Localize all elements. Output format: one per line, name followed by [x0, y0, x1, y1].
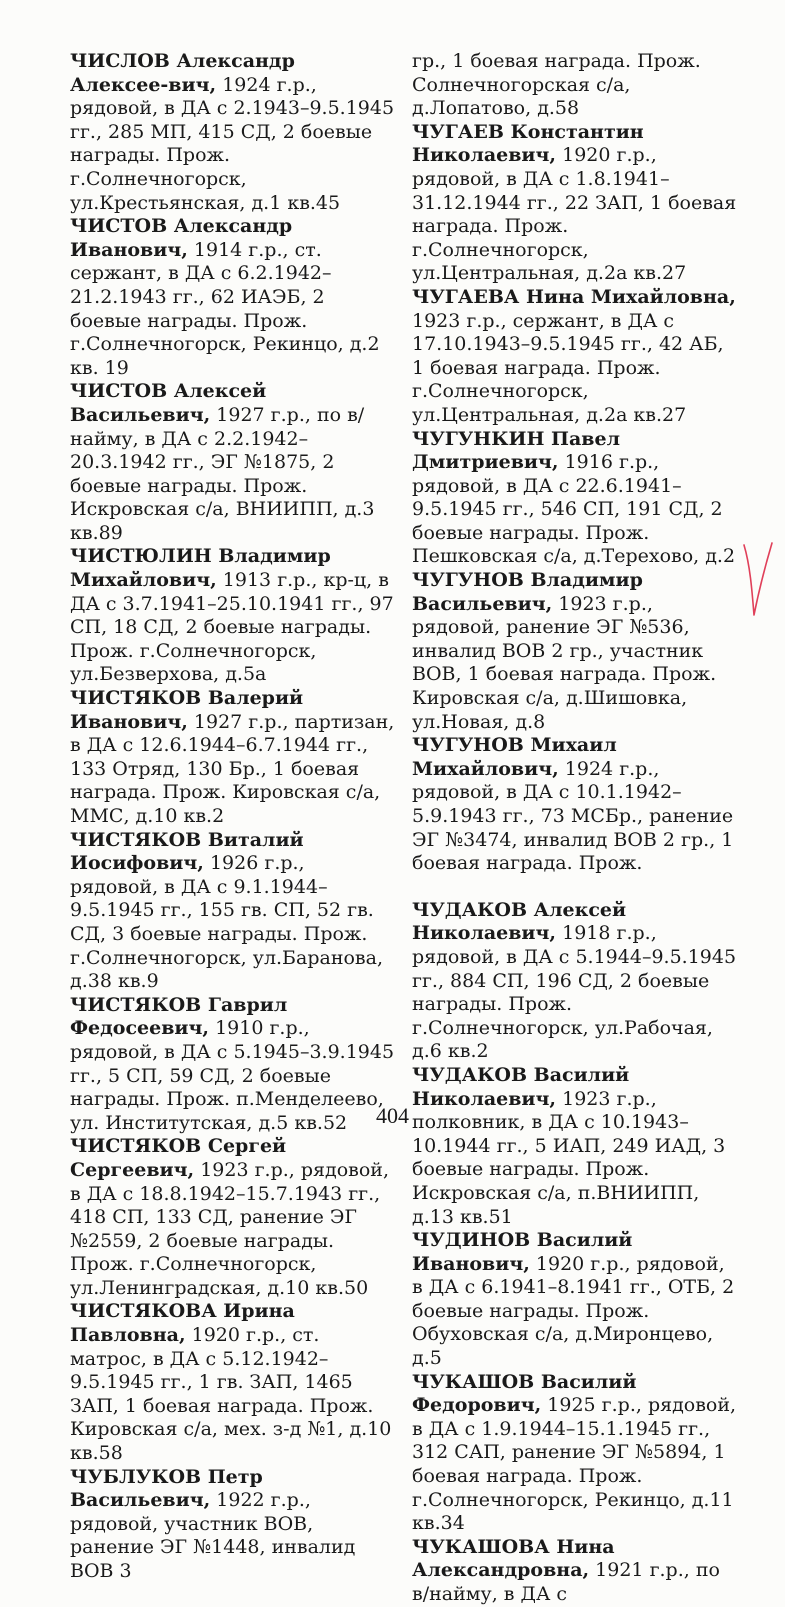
entry-chugunov-mikhail: ЧУГУНОВ Михаил Михайлович, 1924 г.р., рядовой, в ДА с 10.1.1942–5.9.1943 гг., 73 МСБр., ранение ЭГ №3474, инвалид ВОВ 2 гр., 1 боевая награда. Прож.	[412, 734, 734, 875]
document-page	[70, 50, 745, 1605]
entry-chukashova: ЧУКАШОВА Нина Александровна, 1921 г.р., по в/найму, в ДА с	[412, 1535, 720, 1605]
entry-chistyakov-valeriy: ЧИСТЯКОВ Валерий Иванович, 1927 г.р., партизан, в ДА с 12.6.1944–6.7.1944 гг., 133 Отряд, 130 Бр., 1 боевая награда. Прож. Кировская с/а, ММС, д.10 кв.2	[70, 687, 395, 827]
entry-continuation: гр., 1 боевая награда. Прож. Солнечногорская с/а, д.Лопатово, д.58	[412, 50, 701, 120]
entry-chublukov: ЧУБЛУКОВ Петр Васильевич, 1922 г.р., рядовой, участник ВОВ, ранение ЭГ №1448, инвалид ВОВ 3	[70, 1465, 356, 1582]
right-column	[412, 50, 737, 1607]
entry-chudakov-vasiliy: ЧУДАКОВ Василий Николаевич, 1923 г.р., полковник, в ДА с 10.1943–10.1944 гг., 5 ИАП, 249 ИАД, 3 боевые награды. Прож. Искровская с/а, п.ВНИИПП, д.13 кв.51	[412, 1063, 726, 1228]
entry-chistyakova-irina: ЧИСТЯКОВА Ирина Павловна, 1920 г.р., ст. матрос, в ДА с 5.12.1942–9.5.1945 гг., 1 гв. ЗАП, 1465 ЗАП, 1 боевая награда. Прож. Кировская с/а, мех. з-д №1, д.10 кв.58	[70, 1300, 392, 1465]
entry-chistyakov-vitaliy: ЧИСТЯКОВ Виталий Иосифович, 1926 г.р., рядовой, в ДА с 9.1.1944–9.5.1945 гг., 155 гв. СП, 52 гв. СД, 3 боевые награды. Прож. г.Солнечногорск, ул.Баранова, д.38 кв.9	[70, 828, 383, 993]
entry-chistov-a-v: ЧИСТОВ Алексей Васильевич, 1927 г.р., по в/найму, в ДА с 2.2.1942–20.3.1942 гг., ЭГ №1875, 2 боевые награды. Прож. Искровская с/а, ВНИИПП, д.3 кв.89	[70, 380, 375, 544]
entry-chugaeva: ЧУГАЕВА Нина Михайловна, 1923 г.р., сержант, в ДА с 17.10.1943–9.5.1945 гг., 42 АБ, 1 боевая награда. Прож. г.Солнечногорск, ул.Центральная, д.2а кв.27	[412, 285, 736, 426]
entry-chislov: ЧИСЛОВ Александр Алексее-вич, 1924 г.р., рядовой, в ДА с 2.1943–9.5.1945 гг., 285 МП, 415 СД, 2 боевые награды. Прож. г.Солнечногорск, ул.Крестьянская, д.1 кв.45	[70, 50, 395, 214]
entry-chugunkin: ЧУГУНКИН Павел Дмитриевич, 1916 г.р., рядовой, в ДА с 22.6.1941–9.5.1945 гг., 546 СП, 191 СД, 2 боевые награды. Прож. Пешковская с/а, д.Терехово, д.2	[412, 427, 736, 568]
page-number: 404	[376, 1103, 409, 1128]
entry-chistyulin: ЧИСТЮЛИН Владимир Михайлович, 1913 г.р., кр-ц, в ДА с 3.7.1941–25.10.1941 гг., 97 СП, 18 СД, 2 боевые награды. Прож. г.Солнечногорск, ул.Безверхова, д.5а	[70, 545, 394, 686]
entry-chugaev: ЧУГАЕВ Константин Николаевич, 1920 г.р., рядовой, в ДА с 1.8.1941–31.12.1944 гг., 22 ЗАП, 1 боевая награда. Прож. г.Солнечногорск, ул.Центральная, д.2а кв.27	[412, 120, 737, 285]
entry-chudakov-aleksey: ЧУДАКОВ Алексей Николаевич, 1918 г.р., рядовой, в ДА с 5.1944–9.5.1945 гг., 884 СП, 196 СД, 2 боевые награды. Прож. г.Солнечногорск, ул.Рабочая, д.6 кв.2	[412, 898, 737, 1063]
left-column	[70, 50, 395, 1584]
entry-chistyakov-gavril: ЧИСТЯКОВ Гаврил Федосеевич, 1910 г.р., рядовой, в ДА с 5.1945–3.9.1945 гг., 5 СП, 59 СД, 2 боевые награды. Прож. п.Менделеево, ул. Институтская, д.5 кв.52	[70, 993, 395, 1134]
entry-chudinov: ЧУДИНОВ Василий Иванович, 1920 г.р., рядовой, в ДА с 6.1941–8.1941 гг., ОТБ, 2 боевые награды. Прож. Обуховская с/а, д.Миронцево, д.5	[412, 1229, 735, 1370]
handwritten-pen-mark	[738, 535, 778, 625]
entry-gap	[412, 876, 737, 899]
entry-chugunov-vladimir: ЧУГУНОВ Владимир Васильевич, 1923 г.р., рядовой, ранение ЭГ №536, инвалид ВОВ 2 гр., участник ВОВ, 1 боевая награда. Прож. Кировская с/а, д.Шишовка, ул.Новая, д.8	[412, 569, 717, 733]
entry-chukashov: ЧУКАШОВ Василий Федорович, 1925 г.р., рядовой, в ДА с 1.9.1944–15.1.1945 гг., 312 САП, ранение ЭГ №5894, 1 боевая награда. Прож. г.Солнечногорск, Рекинцо, д.11 кв.34	[412, 1370, 737, 1535]
entry-chistyakov-sergey: ЧИСТЯКОВ Сергей Сергеевич, 1923 г.р., рядовой, в ДА с 18.8.1942–15.7.1943 гг., 418 СП, 133 СД, ранение ЭГ №2559, 2 боевые награды. Прож. г.Солнечногорск, ул.Ленинградская, д.10 кв.50	[70, 1135, 389, 1299]
entry-chistov-a-i: ЧИСТОВ Александр Иванович, 1914 г.р., ст. сержант, в ДА с 6.2.1942–21.2.1943 гг., 62 ИАЭБ, 2 боевые награды. Прож. г.Солнечногорск, Рекинцо, д.2 кв. 19	[70, 215, 380, 379]
